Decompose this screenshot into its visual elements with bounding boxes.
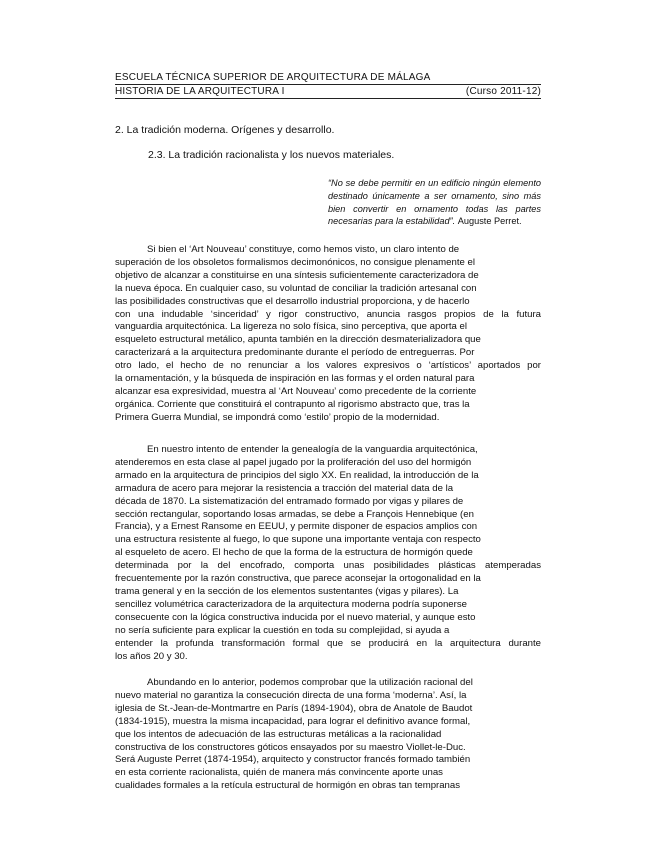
paragraph-2-line: trama general y en la sección de los elementos sustentantes (vigas y pilares). La (115, 585, 459, 597)
paragraph-2-line: En nuestro intento de entender la genealogía de la vanguardia arquitectónica, (147, 444, 478, 455)
paragraph-2-line: frecuentemente por la razón constructiva, que parece aconsejar la ortogonalidad en la (115, 573, 481, 585)
section-subtitle: 2.3. La tradición racionalista y los nuevos materiales. (148, 149, 395, 161)
paragraph-1-line: esqueleto estructural metálico, apunta también en la dirección desmaterializadora que (115, 334, 481, 346)
quote-author: Auguste Perret. (457, 216, 522, 227)
paragraph-1-line: las posibilidades constructivas que el desarrollo industrial proporciona, y de hacerlo (115, 295, 470, 307)
paragraph-3-line: Abundando en lo anterior, podemos comprobar que la utilización racional del (147, 677, 473, 688)
paragraph-2-line: atenderemos en esta clase al papel jugado por la proliferación del uso del hormigón (115, 456, 472, 468)
paragraph-1-line: superación de los obsoletos formalismos decimonónicos, no consigue plenamente el (115, 256, 475, 268)
paragraph-2-line: consecuente con la lógica constructiva inducida por el nuevo material, y aunque esto (115, 611, 476, 623)
paragraph-1-line: con una indudable ‘sinceridad’ y rigor constructivo, anuncia rasgos propios de la futura (115, 308, 541, 320)
paragraph-1-line: Si bien el ‘Art Nouveau’ constituye, como hemos visto, un claro intento de (147, 244, 460, 255)
paragraph-2 (115, 444, 541, 663)
course-year: (Curso 2011-12) (465, 86, 541, 97)
paragraph-1-line: la nueva época. En cualquier caso, su voluntad de conciliar la tradición artesanal con (115, 282, 477, 294)
school-header: ESCUELA TÉCNICA SUPERIOR DE ARQUITECTURA DE MÁLAGA (115, 72, 431, 83)
header-rule-bottom (115, 98, 541, 99)
paragraph-1-line: objetivo de alcanzar a constituirse en una síntesis suficientemente caracterizadora de (115, 269, 479, 281)
paragraph-3-line: nuevo material no garantiza la consecución directa de una forma ‘moderna’. Así, la (115, 689, 467, 701)
paragraph-2-line: al esqueleto de acero. El hecho de que la forma de la estructura de hormigón quede (115, 547, 473, 559)
paragraph-2-line: Francia), y a Ernest Ransome en EEUU, y permite disponer de espacios amplios con (115, 521, 478, 533)
paragraph-2-line: armadura de acero para mejorar la resistencia a tracción del material data de la (115, 482, 454, 494)
paragraph-3-line: cualidades formales a la retícula estructural de hormigón en obras tan tempranas (115, 780, 461, 792)
header-rule-top (115, 84, 541, 85)
paragraph-2-line: entender la profunda transformación formal que se producirá en la arquitectura durante (115, 637, 541, 649)
paragraph-2-line: determinada por la del encofrado, comporta unas posibilidades plásticas atemperadas (115, 560, 541, 572)
paragraph-3-line: en esta corriente racionalista, quién de manera más convincente aporte unas (115, 767, 443, 779)
paragraph-2-line: década de 1870. La sistematización del entramado formado por vigas y pilares de (115, 495, 464, 507)
paragraph-2-line: una estructura resistente al fuego, lo que supone una importante ventaja con respecto (115, 534, 481, 546)
paragraph-2-line: sencillez volumétrica caracterizadora de la arquitectura moderna podría suponerse (115, 598, 467, 610)
paragraph-2-line: armado en la arquitectura de principios del siglo XX. En realidad, la introducción de la (115, 469, 479, 481)
course-header (115, 86, 541, 97)
paragraph-1-line: orgánica. Corriente que constituirá el contrapunto al rigorismo abstracto que, tras la (115, 398, 470, 410)
paragraph-2-line: sección rectangular, soportando losas armadas, se debe a François Hennebique (en (115, 508, 474, 520)
paragraph-2-line: los años 20 y 30. (115, 650, 188, 662)
paragraph-3 (115, 677, 541, 793)
paragraph-3-line: iglesia de St.-Jean-de-Montmartre en París (1894-1904), obra de Anatole de Baudot (115, 702, 473, 714)
quote-text: “No se debe permitir en un edificio ningún elemento destinado únicamente a ser ornamento, sino más bien convertir en ornamento todas las partes necesarias para la estabilidad”. (328, 178, 541, 227)
paragraph-3-line: Será Auguste Perret (1874-1954), arquitecto y constructor francés formado también (115, 754, 471, 766)
paragraph-1-line: la ornamentación, y la búsqueda de inspiración en las formas y el orden natural para (115, 373, 475, 385)
paragraph-3-line: constructiva de los constructores góticos ensayados por su maestro Viollet-le-Duc. (115, 741, 466, 753)
paragraph-3-line: que los intentos de adecuación de las estructuras metálicas a la racionalidad (115, 728, 442, 740)
paragraph-1-line: otro lado, el hecho de no renunciar a los valores expresivos o ‘artísticos’ aportados por (115, 360, 541, 372)
course-name: HISTORIA DE LA ARQUITECTURA I (115, 86, 285, 97)
paragraph-2-line: no sería suficiente para explicar la cuestión en toda su complejidad, si ayuda a (115, 624, 450, 636)
section-title: 2. La tradición moderna. Orígenes y desarrollo. (115, 124, 335, 136)
paragraph-1-line: Primera Guerra Mundial, se impondrá como ‘estilo’ propio de la modernidad. (115, 411, 440, 423)
paragraph-1-line: caracterizará a la arquitectura predominante durante el período de entreguerras. Por (115, 347, 475, 359)
epigraph-quote (328, 177, 541, 228)
paragraph-1-line: alcanzar esa expresividad, muestra al ‘Art Nouveau’ como precedente de la corriente (115, 385, 477, 397)
paragraph-1 (115, 244, 541, 425)
paragraph-3-line: (1834-1915), muestra la misma incapacidad, para lograr el definitivo avance formal, (115, 715, 471, 727)
paragraph-1-line: vanguardia arquitectónica. La ligereza no solo física, sino perceptiva, que aporta el (115, 321, 467, 333)
